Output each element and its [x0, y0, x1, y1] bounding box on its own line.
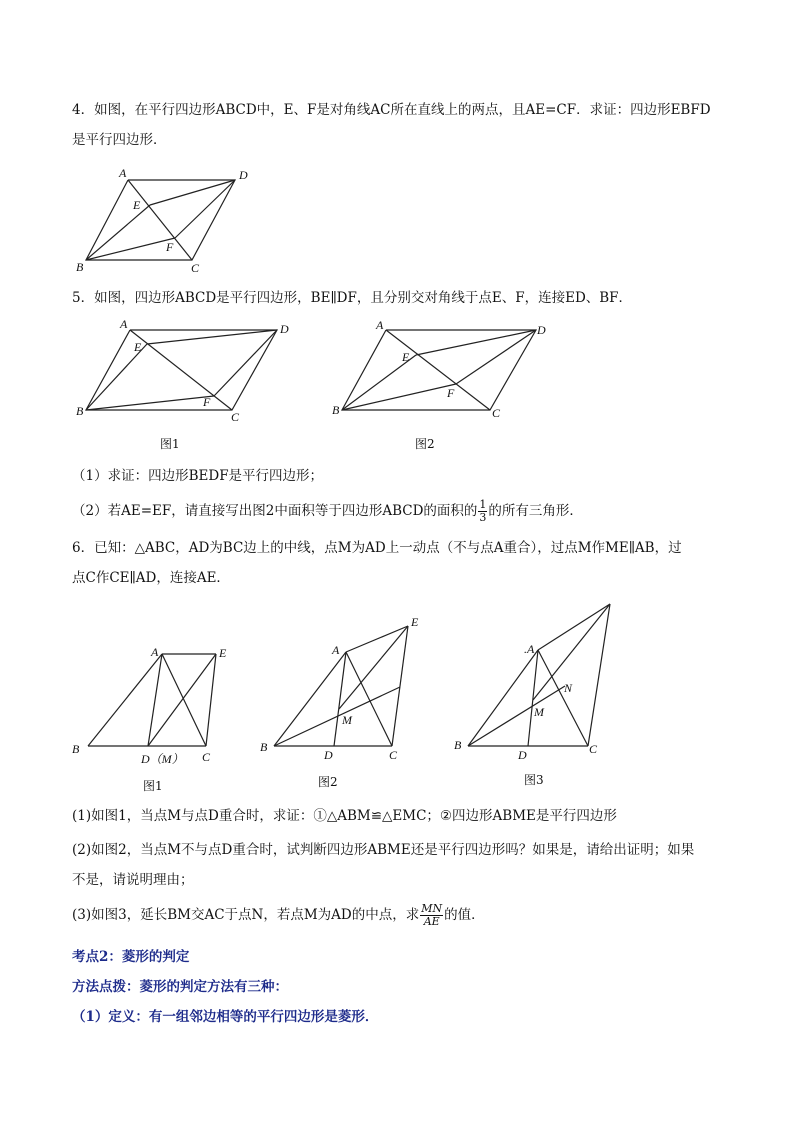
q5-fig2-diagonal [386, 330, 490, 410]
q4-text-line2: 是平行四边形． [72, 132, 167, 148]
q6-text-line2: 点C作CE∥AD，连接AE． [72, 570, 230, 586]
q6-fig3-label-m: M [534, 705, 544, 719]
kaodian-method: 方法点拨：菱形的判定方法有三种： [72, 979, 288, 995]
q6-fig2-bm [274, 687, 400, 746]
q5-fig1-label-e: E [134, 340, 142, 354]
q6-part3 [72, 900, 732, 930]
q5-fig1-label-c: C [231, 410, 240, 424]
q6-fig3-ec [588, 604, 610, 746]
q5-fig2-label-b: B [332, 403, 340, 417]
q5-fig2-parallelogram [342, 330, 536, 410]
q5-fig1-label-d: D [280, 322, 289, 336]
q5-fig1-label-a: A [120, 317, 128, 331]
q4-label-f: F [166, 240, 174, 254]
q5-fig1-parallelogram [86, 330, 277, 410]
q6-fig1-ec [206, 654, 216, 746]
kaodian-title: 考点2：菱形的判定 [72, 949, 190, 965]
q6-fig1-ad [148, 654, 162, 746]
q6-part3-fraction-den: AE [423, 915, 440, 928]
q6-fig2-caption: 图2 [318, 775, 338, 789]
q6-part3-fraction-num: MN [421, 902, 443, 915]
q6-fig3-ab [468, 650, 538, 746]
q4-line-fd [175, 180, 235, 238]
q6-fig2-label-m: M [342, 713, 352, 727]
q5-fig2-label-e: E [402, 350, 410, 364]
q5-text-line1: 5．如图，四边形ABCD是平行四边形，BE∥DF，且分别交对角线于点E、F，连接ED、BF． [72, 290, 633, 306]
q6-fig2-ab [274, 652, 346, 746]
q5-part2-fraction-num: 1 [479, 498, 487, 511]
q5-part2 [72, 496, 732, 526]
q5-fig2-ed [416, 330, 536, 355]
q6-fig2-ec [392, 626, 408, 746]
q6-fig2-ad [334, 652, 346, 746]
q6-fig3-label-a: .A [524, 642, 535, 656]
q5-fig1-bf [86, 396, 214, 410]
q4-text-line1: 4．如图，在平行四边形ABCD中，E、F是对角线AC所在直线上的两点，且AE=CF．求证：四边形EBFD [72, 102, 711, 118]
q6-part2-line1: (2)如图2，当点M不与点D重合时，试判断四边形ABME还是平行四边形吗？如果是，请给出证明；如果 [72, 842, 695, 858]
q6-fig3-label-n: N [564, 681, 573, 695]
q4-line-bf [86, 238, 175, 260]
q6-fig2-ae [346, 626, 408, 652]
q6-fig1-label-e: E [219, 646, 227, 660]
q5-fig2-label-a: A [376, 318, 384, 332]
q4-line-ed [150, 180, 235, 205]
q5-fig1-caption: 图1 [160, 437, 180, 451]
q6-fig1-label-a: A [151, 645, 159, 659]
q6-fig1-label-b: B [72, 742, 80, 756]
q6-fig2-me [339, 626, 408, 709]
q4-label-c: C [191, 261, 200, 275]
q6-fig3-ad [528, 650, 538, 746]
q5-fig2-label-c: C [492, 406, 501, 420]
q5-part1: （1）求证：四边形BEDF是平行四边形； [72, 468, 324, 484]
q4-label-d: D [239, 168, 248, 182]
q6-fig3-label-d: D [518, 748, 527, 762]
q5-fig2-label-f: F [447, 386, 455, 400]
q5-fig2-label-d: D [537, 323, 546, 337]
q6-fig3-ac [538, 650, 588, 746]
q5-fig2-caption: 图2 [415, 437, 435, 451]
q6-fig3-label-b: B [454, 738, 462, 752]
q5-fig2-fd [456, 330, 536, 384]
q4-parallelogram [86, 180, 235, 260]
q6-fig1-label-dm: D（M） [141, 752, 184, 766]
q4-diagonal-ac [128, 180, 192, 260]
q6-fig3-label-c: C [589, 742, 598, 756]
q5-part2-text-b: 的所有三角形． [488, 503, 583, 519]
q6-fig1-ab [88, 654, 162, 746]
q6-fig2-ac [346, 652, 392, 746]
q5-fig1-label-b: B [76, 404, 84, 418]
q5-fig1-fd [214, 330, 277, 396]
q6-fig2-label-d: D [324, 748, 333, 762]
kaodian-definition: （1）定义：有一组邻边相等的平行四边形是菱形． [72, 1009, 379, 1025]
q5-fig1-ed [147, 330, 277, 344]
q6-fig2-label-a: A [332, 643, 340, 657]
q6-fig1-ac [162, 654, 206, 746]
q6-fig2-label-c: C [389, 748, 398, 762]
q6-fig3-caption: 图3 [524, 773, 544, 787]
q4-line-be [86, 205, 150, 260]
q6-part1: (1)如图1，当点M与点D重合时，求证：①△ABM≌△EMC；②四边形ABME是平行四边形 [72, 808, 617, 824]
q4-label-a: A [119, 166, 127, 180]
q5-fig2-bf [342, 384, 456, 410]
q6-fig1-me [148, 654, 216, 746]
q5-fig1-label-f: F [203, 395, 211, 409]
q6-fig3-ae [538, 604, 610, 650]
q6-part2-line2: 不是，请说明理由； [72, 872, 194, 888]
q4-label-b: B [76, 260, 84, 274]
q6-text-line1: 6．已知：△ABC，AD为BC边上的中线，点M为AD上一动点（不与点A重合），过点M作ME∥AB，过 [72, 540, 682, 556]
q6-fig2-label-b: B [260, 740, 268, 754]
q6-fig2-label-e: E [411, 615, 419, 629]
q6-part3-text-a: (3)如图3，延长BM交AC于点N，若点M为AD的中点，求 [72, 907, 420, 923]
q6-part3-text-b: 的值． [444, 907, 485, 923]
q6-fig1-label-c: C [202, 750, 211, 764]
q6-part3-fraction [420, 903, 443, 928]
q5-fig1-diagonal [130, 330, 232, 410]
q5-part2-fraction [478, 499, 487, 524]
q5-part2-text-a: （2）若AE=EF，请直接写出图2中面积等于四边形ABCD的面积的 [72, 503, 478, 519]
q6-fig3-bn [468, 686, 565, 746]
q4-label-e: E [133, 198, 141, 212]
q6-fig1-caption: 图1 [143, 779, 163, 793]
q5-part2-fraction-den: 3 [479, 511, 487, 524]
